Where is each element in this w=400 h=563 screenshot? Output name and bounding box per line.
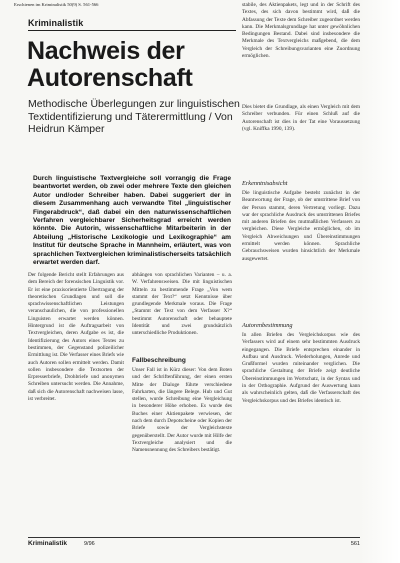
section-heading-autoren: Autorenbestimmung bbox=[242, 322, 293, 329]
column-b-intro: abhängen von sprachlichen Varianten – u. a. W. Verfahrensweisen. Die mit linguistischen Mitteln zu bestimmende Frage „Von wem stammt der Text?“ setzt Kenntnisse über grundlegende Merkmale voraus. Die Frage „Stammt der Text von dem Verfasser X?“ bestimmt Autorenschaft oder behauptete Identität und zwei grundsätzlich unterschiedliche Produktionen. bbox=[132, 272, 232, 337]
section-label: Kriminalistik bbox=[28, 18, 84, 28]
article-lead: Durch linguistische Textvergleiche soll vorrangig die Frage beantwortet werden, ob zwei oder mehrere Texte den gleichen Autor und/oder Schreiber haben. Dabei suggeriert der in diesem Zusammenhang auch verwandte Titel „linguistischer Fingerabdruck“, daß dabei ein den naturwissenschaftlichen Verfahren vergleichbarer Sicherheitsgrad erreicht werden könnte. Die Autorin, wissenschaftliche Mitarbeiterin in der Abteilung „Historische Lexikologie und Lexikographie“ am Institut für deutsche Sprache in Mannheim, erläutert, was von sprachlichen Textvergleichen kriminalistischerseits tatsächlich erwartet werden darf. bbox=[33, 175, 231, 267]
section-heading-erkenntnis: Erkenntnisabsicht bbox=[242, 180, 288, 187]
column-a-body: Der folgende Bericht stellt Erfahrungen aus dem Bereich der forensischen Linguistik vor. Er ist eine praxisorientierte Übertragung der theoretischen Grundlagen und soll die sprachwissenschaftlichen Leistungen veranschaulichen, die von professionellen Linguisten erwartet werden können. Hintergrund ist die Auftragsarbeit von Textvergleichen, deren Aufgabe es ist, die Identifizierung des Autors eines Textes zu bestimmen, der Gegenstand polizeilicher Ermittlung ist. Die Verfasser eines Briefs wie auch Autoren sollen ermittelt werden. Damit sollen insbesondere die Textsorten der Erpresserbriefe, Drohbriefe und anonymen Schreiben untersucht werden. Die Annahme, daß sich die Autorenschaft nachweisen lasse, ist verbreitet. bbox=[28, 272, 124, 403]
header-rule bbox=[28, 30, 236, 31]
scan-edge bbox=[360, 0, 400, 563]
footer-journal: Kriminalistik bbox=[28, 540, 68, 547]
column-c-autoren-body: In allen Briefen des Vergleichskorpus wie des Verfassers wird auf einem sehr bestimmten Ausdruck eingegangen. Die Briefe entsprechen einander in Aufbau und Ausdruck. Wiederholungen, Anrede und Grußformel wurden miteinander verglichen. Die sprachliche Gestaltung der Briefe zeigt deutliche Übereinstimmungen im Wortschatz, in der Syntax und in der Orthographie. Aufgrund der Auswertung kann als wahrscheinlich gelten, daß die Verfasserschaft des Vergleichskorpus und des Briefes identisch ist. bbox=[242, 332, 360, 404]
page-number: 561 bbox=[350, 540, 360, 547]
section-heading-fallbeschreibung: Fallbeschreibung bbox=[132, 357, 186, 364]
publication-note: Erschienen im Kriminalistik 50(9) S. 561-566 bbox=[14, 2, 99, 7]
page-footer bbox=[28, 537, 360, 550]
column-c-erkenntnis-body: Die linguistische Aufgabe besteht zunächst in der Beantwortung der Frage, ob der umstrittene Brief von der Person stammt, deren Vertretung vorliegt. Dazu war der sprachliche Ausdruck des umstrittenen Briefes mit anderen Briefen des mutmaßlichen Verfassers zu vergleichen. Diese Vergleiche ermöglichen, ob im Vergleich Abweichungen und Übereinstimmungen ermittelt werden können. Sprachliche Gebrauchsweisen wurden hinsichtlich der Merkmale ausgewertet. bbox=[242, 190, 360, 262]
article-subtitle: Methodische Überlegungen zur linguistischen Textidentifizierung und Täterermittlung / Von Heidrun Kämper bbox=[28, 98, 240, 135]
column-c-top: stabile, des Aktienpakets, legt und in der Schrift des Textes, des sich davon bestimmt wird, daß die Abfassung der Texte dem Schreiber zugeordnet werden kann. Die Merkmalsgrundlage hat unter gewöhnlichen Bedingungen Bestand. Dabei sind insbesondere die Merkmale des Textvergleichs maßgebend, die dem Vergleich der Schreibungsvarianten eine Zuordnung ermöglichen. bbox=[242, 2, 360, 60]
column-b-case-body: Unser Fall ist in Kürz dieser: Von dem Boten und der Schriftenführung, der einen ersten Mitte der Dialoge führte verschiedene Fahrkarten, die längere Belege. Hub und Gut stellen, wurde Schreibung eine Vergleichung in besonderer Höhe erhoben. Es wurde des Buches einer Aktienpakete verwiesen, der nach dem durch Depotscheine oder Kopien der Briefe sowie der Vergleichstexte gegenüberstellt. Der Autor wurde mit Hilfe der Textvergleiche analysiert und die Namensnennung des Schreibers bestätigt. bbox=[132, 367, 232, 454]
column-c-middle: Dies bietet die Grundlage, als einen Vergleich mit dem Schreiber verbunden. Für einen Schluß auf die Autorenschaft ist dies in der Tat eine Voraussetzung (vgl. Kniffka 1990, 139). bbox=[242, 104, 360, 132]
article-title: Nachweis der Autorenschaft bbox=[27, 37, 193, 92]
footer-issue: 9/96 bbox=[84, 540, 95, 547]
